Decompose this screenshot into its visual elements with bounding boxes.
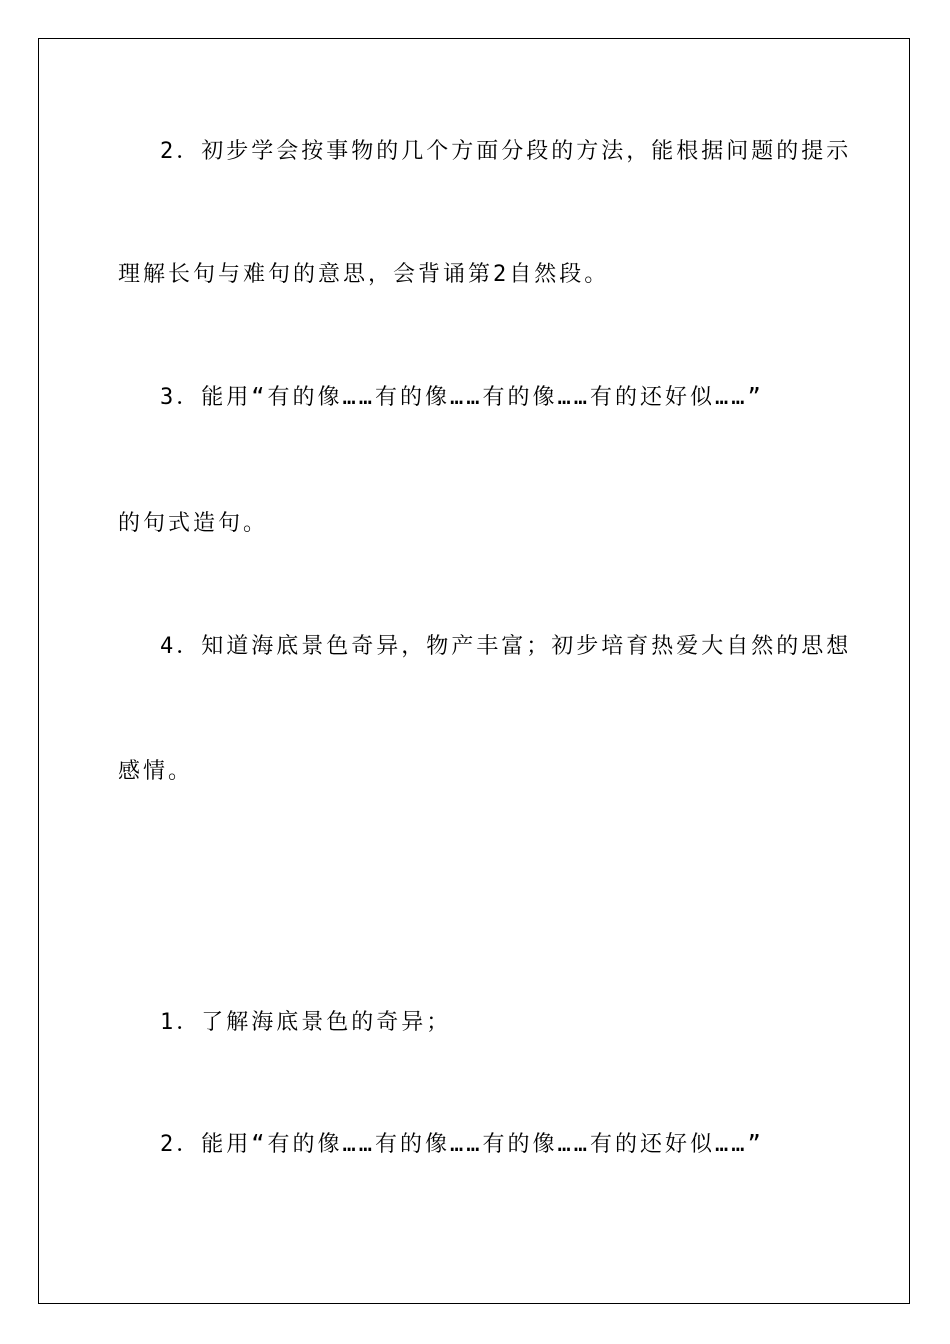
paragraph-line: 3．能用“有的像……有的像……有的像……有的还好似……”: [160, 385, 764, 410]
paragraph-line: 的句式造句。: [118, 511, 269, 536]
paragraph-line: 4．知道海底景色奇异，物产丰富；初步培育热爱大自然的思想: [160, 634, 852, 659]
paragraph-line: 2．能用“有的像……有的像……有的像……有的还好似……”: [160, 1132, 764, 1157]
paragraph-line: 1．了解海底景色的奇异；: [160, 1010, 452, 1035]
page-border: [38, 38, 910, 1304]
paragraph-line: 感情。: [118, 759, 194, 784]
paragraph-line: 2．初步学会按事物的几个方面分段的方法，能根据问题的提示: [160, 139, 852, 164]
paragraph-line: 理解长句与难句的意思，会背诵第2自然段。: [118, 262, 610, 287]
